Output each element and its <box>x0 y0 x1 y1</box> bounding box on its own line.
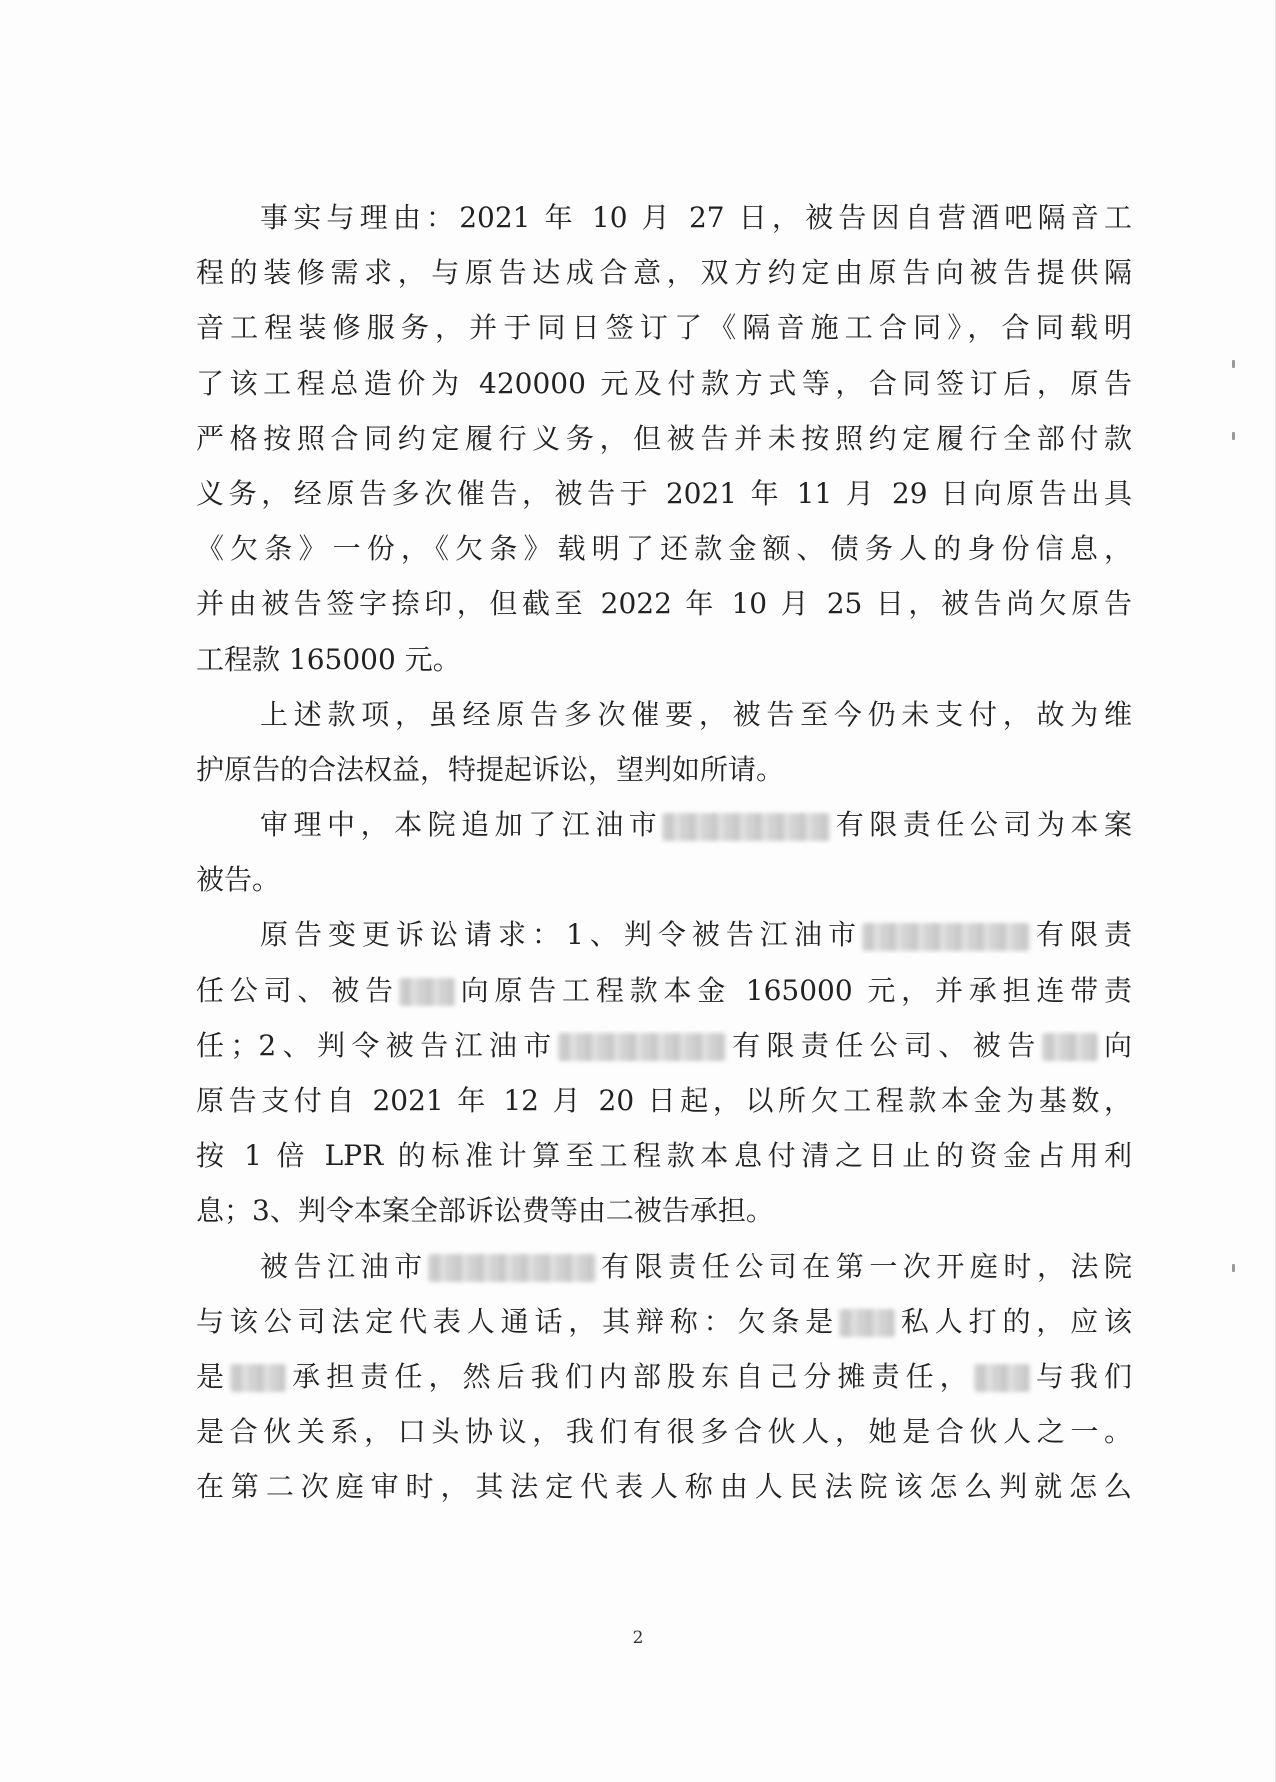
line-text <box>196 356 1132 411</box>
text-line <box>196 1018 1132 1073</box>
text-segment: 与该公司法定代表人通话，其辩称：欠条是 <box>196 1304 840 1338</box>
page-number: 2 <box>632 1628 644 1648</box>
line-text <box>196 963 1132 1018</box>
line-text <box>196 1239 1132 1294</box>
text-segment: 上述款项，虽经原告多次催要，被告至今仍未支付，故为维 <box>260 697 1132 731</box>
text-segment: 在第二次庭审时，其法定代表人称由人民法院该怎么判就怎么 <box>196 1470 1132 1504</box>
line-text <box>196 466 1132 521</box>
text-line <box>196 1459 1132 1514</box>
text-segment: 被告江油市 <box>260 1249 428 1283</box>
text-line <box>196 742 1132 797</box>
redaction-blur <box>1042 1033 1098 1061</box>
redaction-blur <box>974 1364 1030 1392</box>
text-segment: 有限责任公司、被告 <box>725 1028 1042 1062</box>
text-line <box>196 245 1132 300</box>
line-text <box>196 852 1132 907</box>
text-line <box>196 521 1132 576</box>
text-segment: 程的装修需求，与原告达成合意，双方约定由原告向被告提供隔 <box>196 256 1132 290</box>
text-line <box>196 356 1132 411</box>
text-segment: 有限责 <box>1029 918 1132 952</box>
text-line <box>196 632 1132 687</box>
text-segment: 严格按照合同约定履行义务，但被告并未按照约定履行全部付款 <box>196 421 1132 455</box>
text-segment: 私人打的，应该 <box>895 1304 1132 1338</box>
line-text <box>196 1404 1132 1459</box>
text-line <box>196 1128 1132 1183</box>
text-segment: 有限责任公司在第一次开庭时，法院 <box>595 1249 1132 1283</box>
text-segment: 承担责任，然后我们内部股东自己分摊责任， <box>286 1359 974 1393</box>
text-segment: 义务，经原告多次催告，被告于 2021 年 11 月 29 日向原告出具 <box>196 476 1132 510</box>
text-line <box>196 963 1132 1018</box>
line-text <box>196 1073 1132 1128</box>
redaction-blur <box>558 1033 726 1061</box>
text-segment: 护原告的合法权益，特提起诉讼，望判如所请。 <box>196 752 785 786</box>
redaction-blur <box>839 1309 895 1337</box>
redaction-blur <box>662 813 830 841</box>
text-line <box>196 907 1132 962</box>
text-line <box>196 1239 1132 1294</box>
text-line <box>196 1404 1132 1459</box>
text-line <box>196 1294 1132 1349</box>
redaction-blur <box>862 923 1030 951</box>
scan-mark <box>1232 360 1235 368</box>
line-text <box>196 797 1132 852</box>
scan-mark <box>1232 432 1235 440</box>
line-text <box>196 300 1132 355</box>
text-line <box>196 852 1132 907</box>
text-segment: 工程款 165000 元。 <box>196 642 461 676</box>
line-text <box>196 1294 1132 1349</box>
line-text <box>196 632 1132 687</box>
line-text <box>196 1183 1132 1238</box>
line-text <box>196 411 1132 466</box>
text-line <box>196 411 1132 466</box>
text-segment: 是合伙关系，口头协议，我们有很多合伙人，她是合伙人之一。 <box>196 1415 1132 1449</box>
scan-mark <box>1232 1264 1235 1272</box>
text-segment: 有限责任公司为本案 <box>830 808 1132 842</box>
line-text <box>196 687 1132 742</box>
text-segment: 并由被告签字捺印，但截至 2022 年 10 月 25 日，被告尚欠原告 <box>196 587 1132 621</box>
document-body <box>196 190 1132 1515</box>
line-text <box>196 907 1132 962</box>
text-line <box>196 576 1132 631</box>
text-segment: 息；3、判令本案全部诉讼费等由二被告承担。 <box>196 1194 774 1228</box>
text-line <box>196 687 1132 742</box>
line-text <box>196 1018 1132 1073</box>
line-text <box>196 521 1132 576</box>
line-text <box>196 1128 1132 1183</box>
text-segment: 与我们 <box>1029 1359 1132 1393</box>
text-segment: 任公司、被告 <box>196 973 399 1007</box>
line-text <box>196 576 1132 631</box>
text-segment: 了该工程总造价为 420000 元及付款方式等，合同签订后，原告 <box>196 366 1132 400</box>
text-segment: 《欠条》一份，《欠条》载明了还款金额、债务人的身份信息， <box>196 532 1132 566</box>
text-segment: 向 <box>1097 1028 1132 1062</box>
text-line <box>196 797 1132 852</box>
line-text <box>196 1349 1132 1404</box>
redaction-blur <box>230 1364 286 1392</box>
text-segment: 被告。 <box>196 863 281 897</box>
line-text <box>196 1459 1132 1514</box>
text-segment: 原告支付自 2021 年 12 月 20 日起，以所欠工程款本金为基数， <box>196 1084 1132 1117</box>
text-segment: 向原告工程款本金 165000 元，并承担连带责 <box>454 973 1132 1007</box>
redaction-blur <box>428 1254 596 1282</box>
text-line <box>196 1349 1132 1404</box>
redaction-blur <box>399 978 455 1006</box>
text-line <box>196 1073 1132 1128</box>
text-segment: 事实与理由：2021 年 10 月 27 日，被告因自营酒吧隔音工 <box>260 201 1132 234</box>
text-line <box>196 466 1132 521</box>
line-text <box>196 742 1132 797</box>
text-segment: 按 1 倍 LPR 的标准计算至工程款本息付清之日止的资金占用利 <box>196 1139 1132 1173</box>
line-text <box>196 190 1132 245</box>
text-line <box>196 1183 1132 1238</box>
text-segment: 音工程装修服务，并于同日签订了《隔音施工合同》，合同载明 <box>196 311 1132 345</box>
text-segment: 原告变更诉讼请求：1、判令被告江油市 <box>260 918 862 952</box>
text-segment: 是 <box>196 1359 231 1393</box>
line-text <box>196 245 1132 300</box>
text-line <box>196 190 1132 245</box>
text-segment: 审理中，本院追加了江油市 <box>260 808 663 842</box>
text-line <box>196 300 1132 355</box>
text-segment: 任；2、判令被告江油市 <box>196 1028 558 1062</box>
